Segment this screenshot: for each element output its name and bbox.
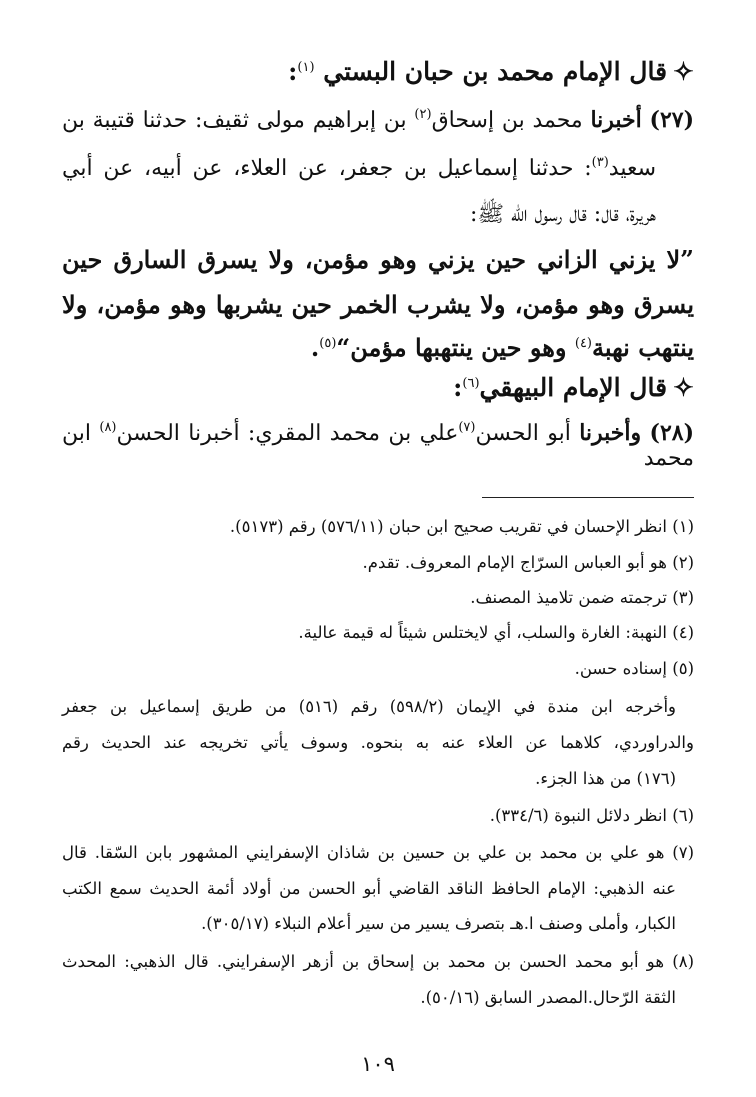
matn-end: . [310,333,320,362]
footnote-7: (٧) هو علي بن محمد بن علي بن حسين بن شاذان الإسفرايني المشهور بابن السّقا. قال [62,843,694,862]
footnote-separator [482,497,694,498]
footnote-ref: (٦) [462,376,480,391]
matn-text: ينتهب نهبة [592,333,694,362]
footnote-ref: (٥) [319,336,337,351]
chain-lead: وأخبرنا [579,420,642,446]
footnote-ref: (٢) [414,107,432,122]
chain-text: ابن محمد [62,421,694,471]
chain-text: بن إبراهيم مولى ثقيف: حدثنا قتيبة بن [62,108,415,133]
hadith-number: (٢٨) [649,420,694,446]
footnote-7-cont-1: عنه الذهبي: الإمام الحافظ الناقد القاضي أبو الحسن من أولاد أئمة الحديث سمع الكتب [62,879,676,898]
hadith-27-matn-line-2: يسرق وهو مؤمن، ولا يشرب الخمر حين يشربها وهو مؤمن، ولا [62,290,694,319]
page-number: ١٠٩ [361,1052,395,1076]
hadith-28-line-1 [62,420,694,471]
footnote-8-cont-1: الثقة الرّحال.المصدر السابق (٥٠/١٦). [420,988,676,1007]
section-title: قال الإمام محمد بن حبان البستي [323,57,668,86]
section-colon: : [288,57,298,86]
hadith-27-matn-line-3 [62,333,694,362]
footnote-7-cont-2: الكبار، وأملى وصنف ا.هـ بتصرف يسير من سير أعلام النبلاء (٣٠٥/١٧). [201,914,676,933]
footnote-ref: (٣) [591,155,609,170]
footnote-8: (٨) هو أبو محمد الحسن بن محمد بن إسحاق بن أزهر الإسفرايني. قال الذهبي: المحدث [62,952,694,971]
matn-text: وهو حين ينتهبها مؤمن“ [336,333,575,362]
section-heading-bayhaqi [62,373,694,402]
hadith-number: (٢٧) [649,107,694,133]
chain-lead: أخبرنا [590,107,642,133]
chain-text: : حدثنا إسماعيل بن جعفر، عن العلاء، عن أبيه، عن أبي [62,156,592,181]
footnote-1: (١) انظر الإحسان في تقريب صحيح ابن حبان (٥٧٦/١١) رقم (٥١٧٣). [229,517,694,536]
chain-text: محمد بن إسحاق [431,108,591,133]
footnote-5-cont-1: وأخرجه ابن مندة في الإيمان (٥٩٨/٢) رقم (٥١٦) من طريق إسماعيل بن جعفر [62,697,676,716]
hadith-27-line-1 [62,107,694,133]
footnote-ref: (٧) [458,420,476,435]
footnote-ref: (١) [297,60,315,75]
footnote-5: (٥) إسناده حسن. [574,659,694,678]
hadith-27-matn-line-1: ”لا يزني الزاني حين يزني وهو مؤمن، ولا يسرق السارق حين [62,245,694,274]
section-heading-ibn-hibban [62,57,694,86]
diamond-bullet-icon: ✧ [673,57,694,86]
hadith-27-line-2 [62,155,656,181]
diamond-bullet-icon: ✧ [673,373,694,402]
footnote-5-cont-2: والدراوردي، كلاهما عن العلاء عنه به بنحوه. وسوف يأتي تخريجه عند الحديث رقم [62,733,694,752]
footnote-ref: (٤) [574,336,592,351]
section-colon: : [453,373,463,402]
chain-text: سعيد [608,156,656,181]
footnote-5-cont-3: (١٧٦) من هذا الجزء. [535,769,676,788]
hadith-27-line-3: هريرة، قال: قال رسول الله ﷺ: [470,202,656,227]
footnote-6: (٦) انظر دلائل النبوة (٣٣٤/٦). [489,806,694,825]
chain-text: أبو الحسن [475,421,580,446]
section-title: قال الإمام البيهقي [479,373,668,402]
footnote-4: (٤) النهبة: الغارة والسلب، أي لايختلس شيئاً له قيمة عالية. [298,623,694,642]
chain-text: علي بن محمد المقري: أخبرنا الحسن [116,421,459,446]
footnote-3: (٣) ترجمته ضمن تلاميذ المصنف. [470,588,694,607]
footnote-ref: (٨) [99,420,117,435]
footnote-2: (٢) هو أبو العباس السرّاج الإمام المعروف. تقدم. [362,553,694,572]
